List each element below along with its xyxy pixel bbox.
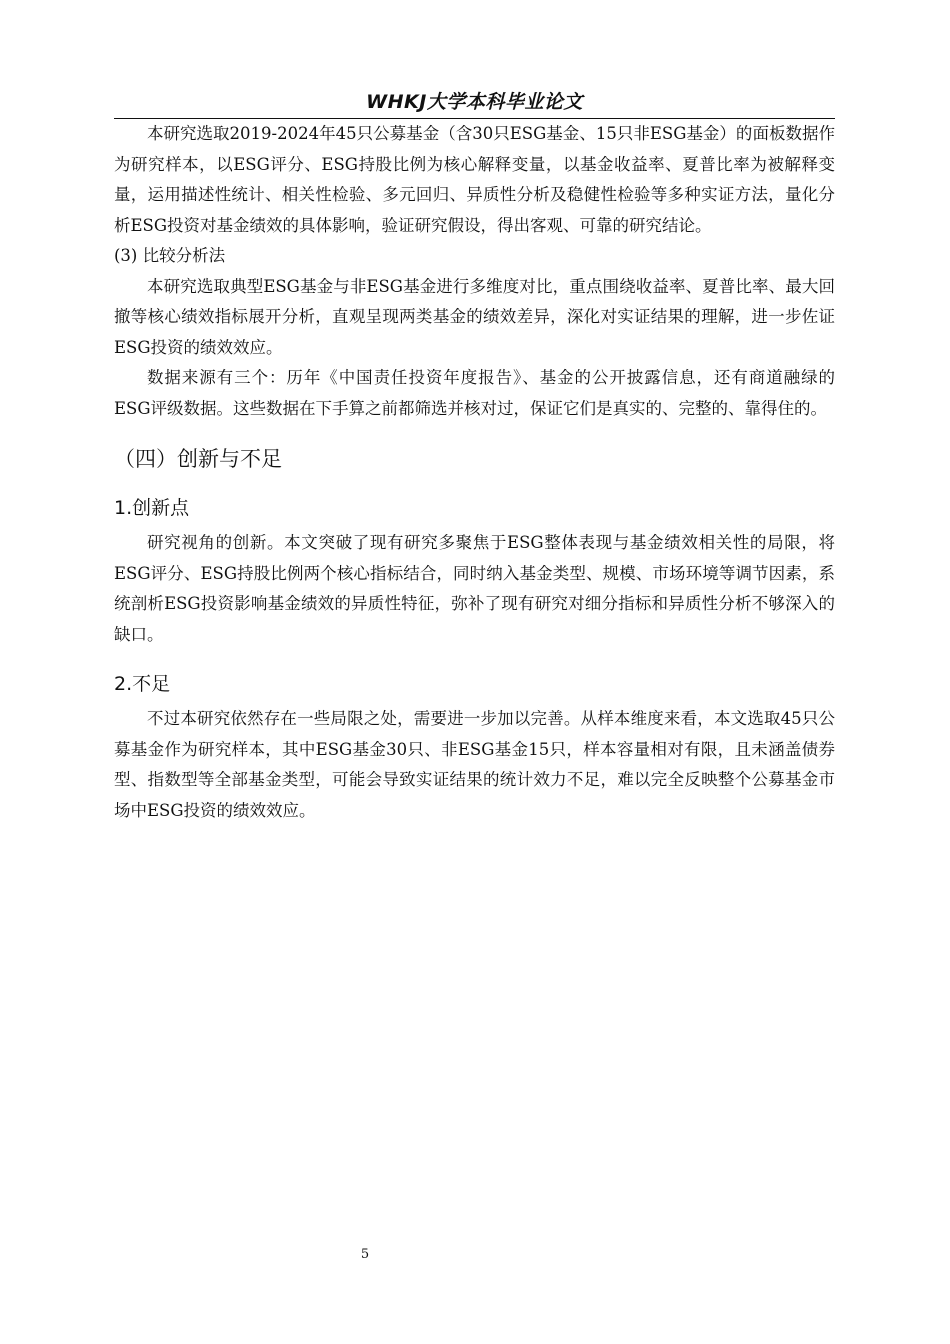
page-number: 5	[360, 1247, 370, 1262]
subheading-innovation: 1.创新点	[114, 497, 190, 519]
paragraph-research-sample: 本研究选取2019-2024年45只公募基金（含30只ESG基金、15只非ESG基金）的面板数据作为研究样本，以ESG评分、ESG持股比例为核心解释变量，以基金收益率、夏普比率为被解释变量，运用描述性统计、相关性检验、多元回归、异质性分析及稳健性检验等多种实证方法，量化分析ESG投资对基金绩效的具体影响，验证研究假设，得出客观、可靠的研究结论。	[114, 124, 835, 235]
paragraph-innovation: 研究视角的创新。本文突破了现有研究多聚焦于ESG整体表现与基金绩效相关性的局限，将ESG评分、ESG持股比例两个核心指标结合，同时纳入基金类型、规模、市场环境等调节因素，系统剖析ESG投资影响基金绩效的异质性特征，弥补了现有研究对细分指标和异质性分析不够深入的缺口。	[114, 533, 835, 644]
running-header: WHKJ大学本科毕业论文	[366, 91, 583, 113]
document-body	[114, 119, 835, 826]
paragraph-comparative-analysis: 本研究选取典型ESG基金与非ESG基金进行多维度对比，重点围绕收益率、夏普比率、最大回撤等核心绩效指标展开分析，直观呈现两类基金的绩效差异，深化对实证结果的理解，进一步佐证ESG投资的绩效效应。	[114, 276, 835, 357]
section-heading-innovation-limitations: （四）创新与不足	[114, 447, 282, 471]
method-label-comparative-analysis: (3) 比较分析法	[114, 246, 226, 265]
paragraph-data-sources: 数据来源有三个：历年《中国责任投资年度报告》、基金的公开披露信息，还有商道融绿的ESG评级数据。这些数据在下手算之前都筛选并核对过，保证它们是真实的、完整的、靠得住的。	[114, 368, 835, 418]
paragraph-limitations: 不过本研究依然存在一些局限之处，需要进一步加以完善。从样本维度来看，本文选取45只公募基金作为研究样本，其中ESG基金30只、非ESG基金15只，样本容量相对有限，且未涵盖债券型、指数型等全部基金类型，可能会导致实证结果的统计效力不足，难以完全反映整个公募基金市场中ESG投资的绩效效应。	[114, 709, 835, 820]
subheading-limitations: 2.不足	[114, 673, 171, 695]
